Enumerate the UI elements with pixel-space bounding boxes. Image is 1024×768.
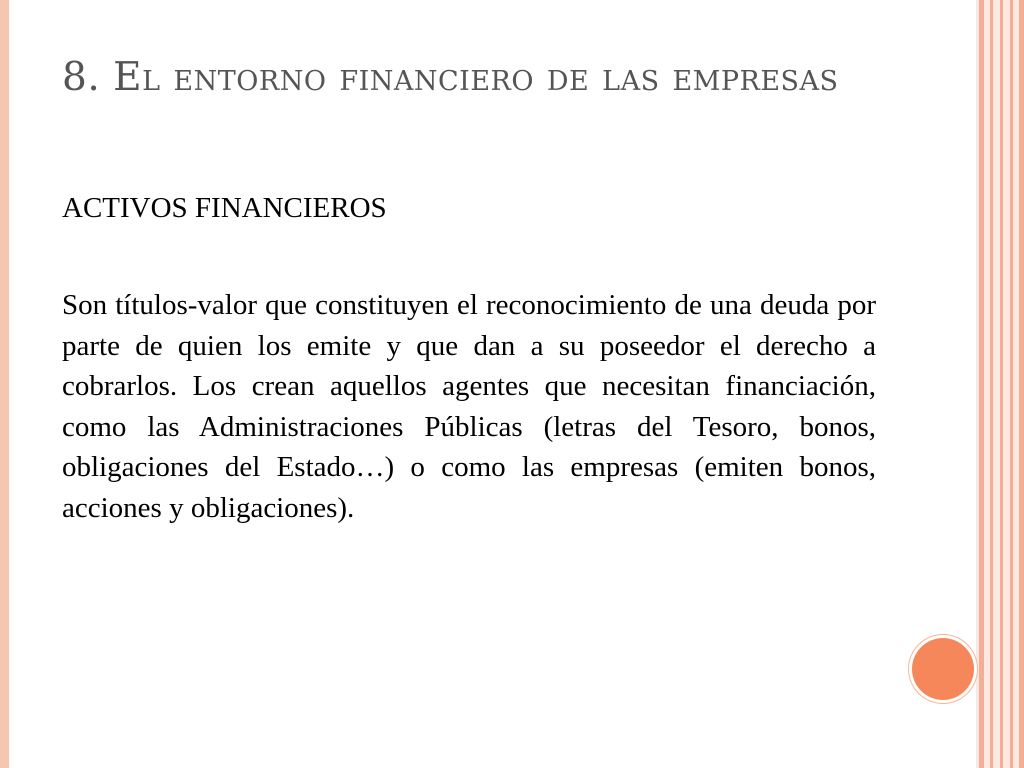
- decorative-circle-icon: [912, 638, 974, 700]
- left-decorative-stripe: [0, 0, 9, 768]
- right-stripe-5: [1019, 0, 1024, 768]
- slide-title: 8. El entorno financiero de las empresas: [62, 55, 839, 100]
- right-stripe-4: [1010, 0, 1013, 768]
- right-stripe-3: [1000, 0, 1003, 768]
- right-stripe-1: [979, 0, 984, 768]
- section-heading: ACTIVOS FINANCIEROS: [62, 192, 387, 224]
- right-stripe-2: [990, 0, 993, 768]
- body-paragraph: Son títulos-valor que constituyen el reconocimiento de una deuda por parte de quien los emite y que dan a su poseedor el derecho a cobrarlos. Los crean aquellos agentes que necesitan financiación, como las Administraciones Públicas (letras del Tesoro, bonos, obligaciones del Estado…) o como las empresas (emiten bonos, acciones y obligaciones).: [62, 289, 876, 524]
